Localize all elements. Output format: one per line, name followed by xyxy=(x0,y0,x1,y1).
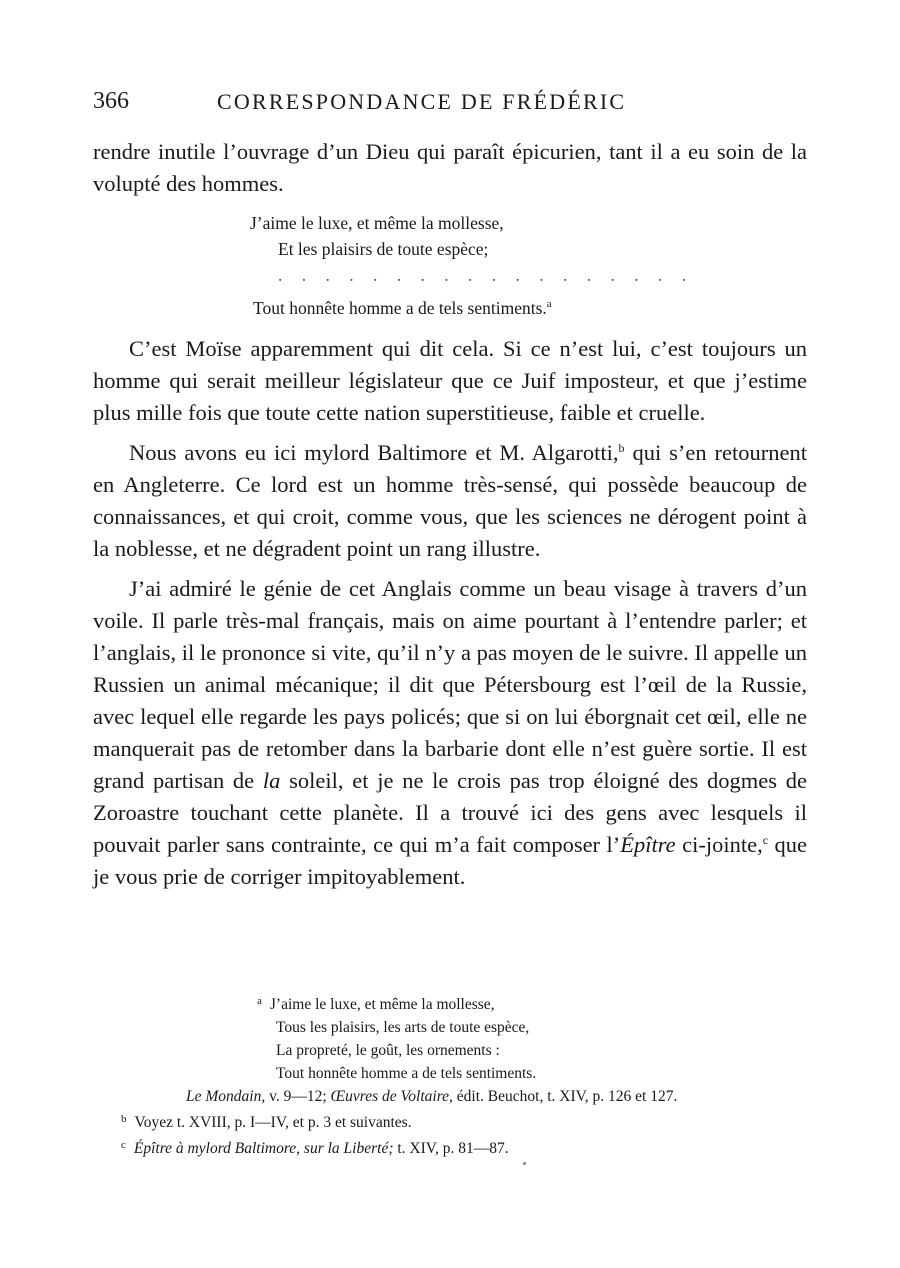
italic-word: la xyxy=(262,767,281,793)
footnote-b: $^b$ Voyez t. XVIII, p. I—IV, et p. 3 et suivantes. xyxy=(121,1113,412,1131)
verse-line: Tout honnête homme a de tels sentiments.$^a$ xyxy=(253,297,552,318)
page-number: 366 xyxy=(93,88,129,114)
paragraph: Nous avons eu ici mylord Baltimore et M. Algarotti,$^b$ qui s’en retournent en Angleterre. Ce lord est un homme très-sensé, qui possède beaucoup de connaissances, et qui croit, comme vous, que les sciences ne dérogent point à la noblesse, et ne dégradent point un rang illustre. xyxy=(93,439,808,561)
footnote-a-line: Tous les plaisirs, les arts de toute espèce, xyxy=(276,1019,530,1036)
verse-line: Et les plaisirs de toute espèce; xyxy=(278,239,489,259)
main-text xyxy=(93,136,807,893)
footnote-mark: b xyxy=(121,1113,127,1125)
verse-line: J’aime le luxe, et même la mollesse, xyxy=(250,213,504,233)
page-header xyxy=(93,88,813,124)
footnote-ref[interactable]: c xyxy=(762,832,769,847)
paragraph: J’ai admiré le génie de cet Anglais comme un beau visage à travers d’un voile. Il parle très-mal français, mais on aime pourtant à l’entendre parler; et l’anglais, il le prononce si vite, qu’il n’y a pas moyen de le suivre. Il appelle un Russien un animal mécanique; il dit que Pétersbourg est l’œil de la Russie, avec lequel elle regarde les pays policés; que si on lui éborgnait cet œil, elle ne manquerait pas de retomber dans la barbarie dont elle n’est guère sortie. Il est grand partisan de la soleil, et je ne le crois pas trop éloigné des dogmes de Zoroastre touchant cette planète. Il a trouvé ici des gens avec lesquels il pouvait parler sans contrainte, ce qui m’a fait composer l’Épître ci-jointe,$^c$ que je vous prie de corriger impitoyablement. xyxy=(93,575,807,889)
footnote-mark: a xyxy=(257,995,262,1007)
footnotes xyxy=(93,990,807,1160)
footnote-a-line: Tout honnête homme a de tels sentiments. xyxy=(276,1065,537,1082)
verse-quote xyxy=(93,210,807,321)
footnote-mark: c xyxy=(121,1139,126,1151)
running-head: CORRESPONDANCE DE FRÉDÉRIC xyxy=(217,89,627,114)
footnote-a-line: La propreté, le goût, les ornements : xyxy=(276,1042,500,1059)
footnote-ref[interactable]: a xyxy=(546,298,552,310)
italic-title: Épître xyxy=(620,831,676,857)
print-speck xyxy=(523,1162,526,1165)
paragraph: C’est Moïse apparemment qui dit cela. Si ce n’est lui, c’est toujours un homme qui serait meilleur législateur que ce Juif imposteur, et que j’estime plus mille fois que toute cette nation superstitieuse, faible et cruelle. xyxy=(93,335,807,425)
footnote-c: $^c$ Épître à mylord Baltimore, sur la Liberté; t. XIV, p. 81—87. xyxy=(121,1139,509,1157)
footnote-a-source: Le Mondain, v. 9—12; Œuvres de Voltaire, édit. Beuchot, t. XIV, p. 126 et 127. xyxy=(186,1088,678,1105)
footnote-ref[interactable]: b xyxy=(618,440,625,455)
paragraph-continuation: rendre inutile l’ouvrage d’un Dieu qui paraît épicurien, tant il a eu soin de la volupté des hommes. xyxy=(93,139,807,196)
verse-ellipsis: . . . . . . . . . . . . . . . . . . xyxy=(278,265,694,285)
footnote-a: $^a$ J’aime le luxe, et même la mollesse, xyxy=(257,995,495,1013)
